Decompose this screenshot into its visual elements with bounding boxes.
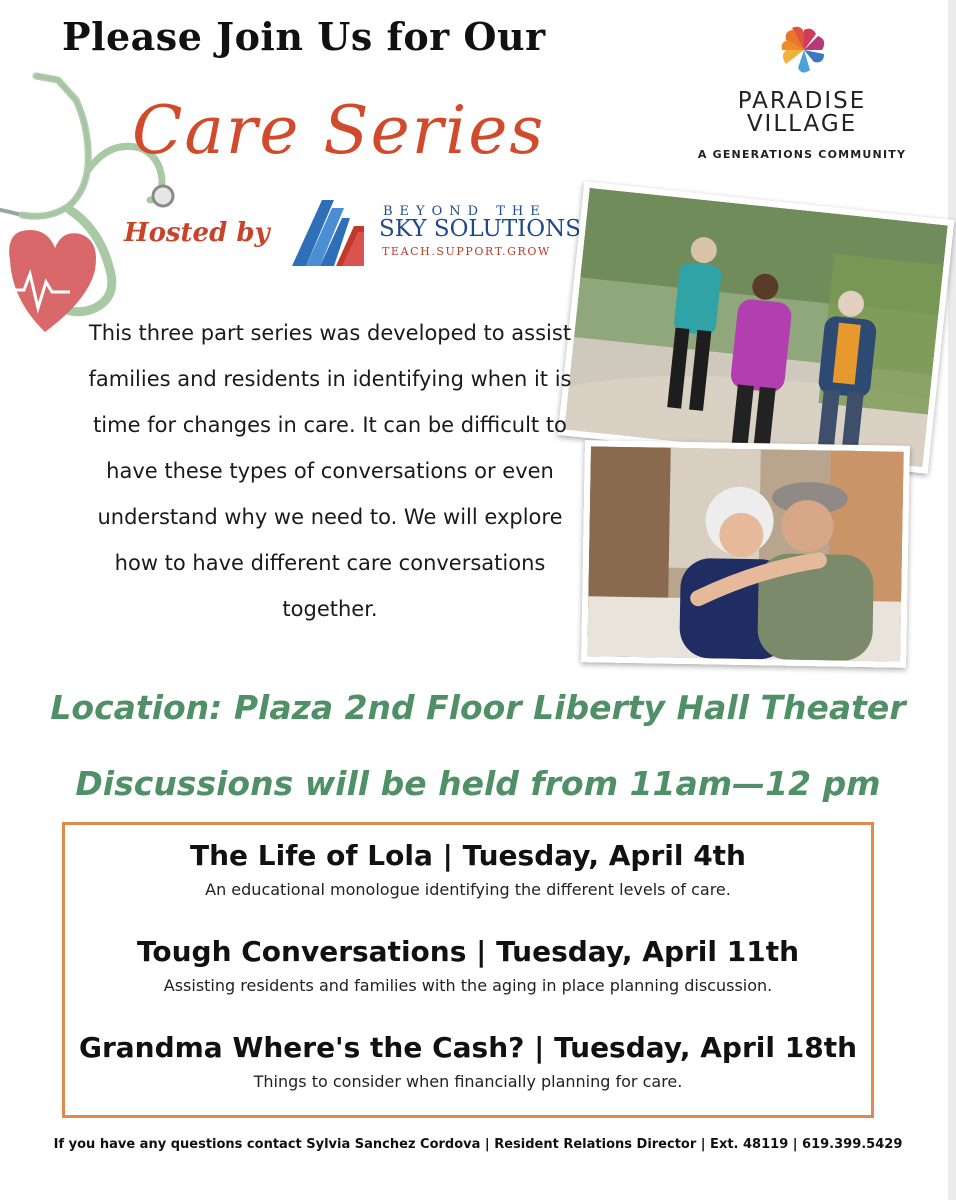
session-title: The Life of Lola | Tuesday, April 4th (189, 839, 746, 872)
brand-name-line2: VILLAGE (746, 111, 858, 137)
headline: Please Join Us for Our (62, 14, 546, 59)
time-line: Discussions will be held from 11am—12 pm (75, 764, 881, 803)
sessions-box (62, 822, 874, 1118)
host-logo-line3: TEACH.SUPPORT.GROW (382, 245, 551, 258)
beyond-the-sky-mark-icon (292, 196, 364, 266)
host-logo-line1: BEYOND THE (383, 204, 547, 219)
paradise-village-flower-icon (778, 22, 830, 78)
location-line: Location: Plaza 2nd Floor Liberty Hall Theater (50, 688, 906, 727)
contact-footer: If you have any questions contact Sylvia Sanchez Cordova | Resident Relations Director | Ext. 48119 | 619.399.5429 (53, 1137, 903, 1152)
brand-name-line1: PARADISE (737, 88, 867, 114)
session-item (65, 1031, 871, 1091)
intro-paragraph: This three part series was developed to assist families and residents in identifying when it is time for changes in care. It can be difficult to have these types of conversations or even understand why we need to. We will explore how to have different care conversations together. (88, 321, 572, 621)
photo-couple-hugging (581, 440, 910, 668)
session-title: Grandma Where's the Cash? | Tuesday, April 18th (78, 1031, 858, 1064)
care-series-title: Care Series (132, 92, 546, 169)
page-edge (948, 0, 956, 1200)
session-description: An educational monologue identifying the different levels of care. (205, 880, 731, 899)
photo-women-walking (558, 181, 955, 473)
session-description: Things to consider when financially planning for care. (253, 1072, 683, 1091)
host-logo-line2: SKY SOLUTIONS (379, 216, 581, 242)
hosted-by-label: Hosted by (124, 218, 270, 248)
brand-tagline: A GENERATIONS COMMUNITY (697, 148, 907, 161)
session-description: Assisting residents and families with the aging in place planning discussion. (163, 976, 773, 995)
session-item (65, 935, 871, 995)
session-title: Tough Conversations | Tuesday, April 11th (136, 935, 800, 968)
session-item (65, 839, 871, 899)
